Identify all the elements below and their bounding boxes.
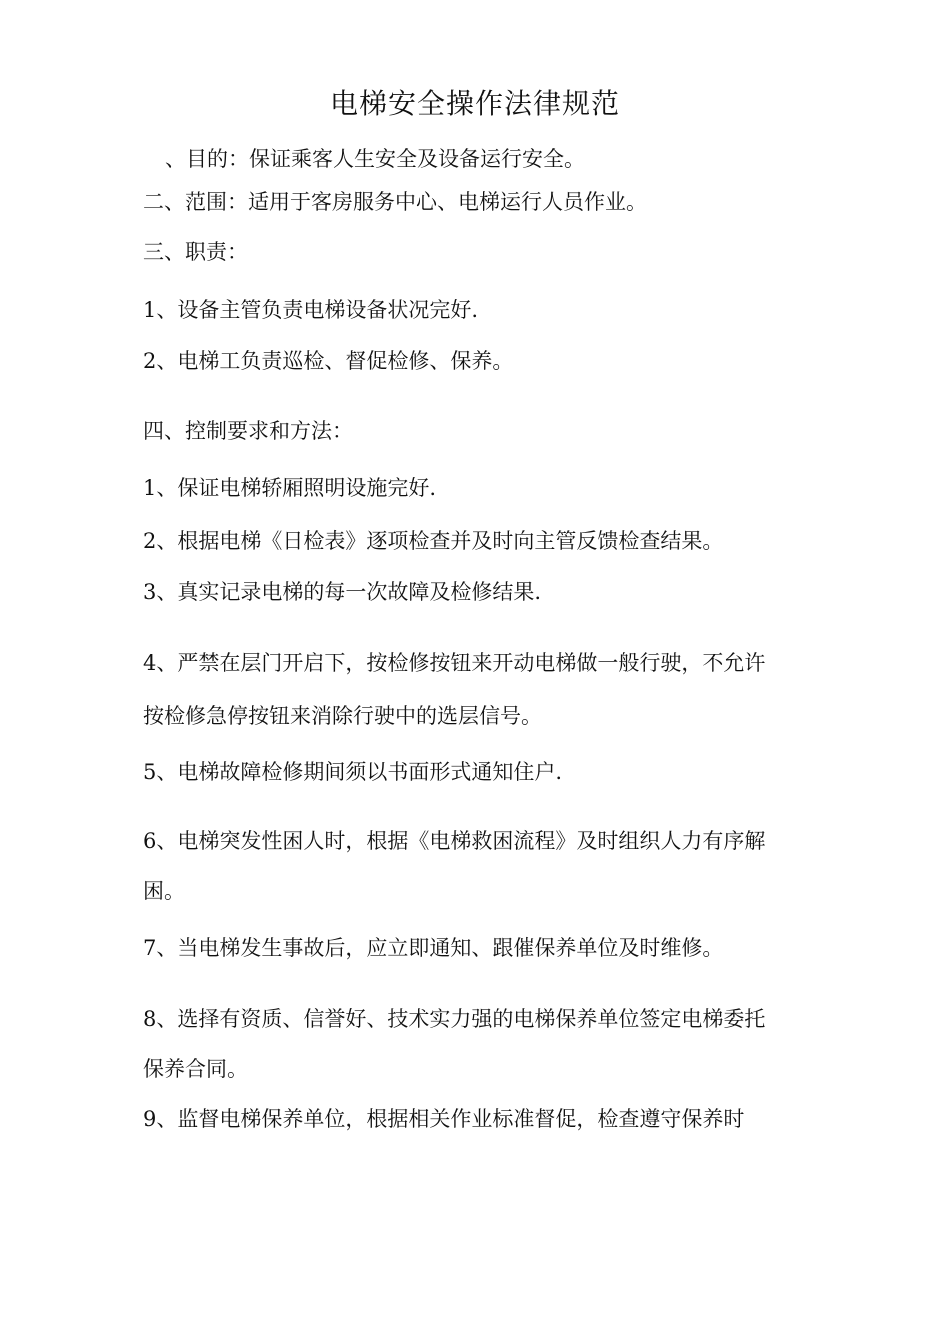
control-item-1: 1、保证电梯轿厢照明设施完好. — [143, 476, 437, 500]
section-duties-heading: 三、职责： — [143, 240, 248, 264]
section-control-heading: 四、控制要求和方法： — [143, 419, 353, 443]
control-item-4: 4、严禁在层门开启下，按检修按钮来开动电梯做一般行驶，不允许 — [143, 651, 766, 675]
control-item-6-continued: 困。 — [143, 879, 185, 903]
section-scope: 二、范围：适用于客房服务中心、电梯运行人员作业。 — [143, 190, 647, 214]
duty-item-1: 1、设备主管负责电梯设备状况完好. — [143, 298, 479, 322]
control-item-6: 6、电梯突发性困人时，根据《电梯救困流程》及时组织人力有序解 — [143, 829, 766, 853]
control-item-3: 3、真实记录电梯的每一次故障及检修结果. — [143, 580, 542, 604]
control-item-8-continued: 保养合同。 — [143, 1057, 248, 1081]
control-item-2: 2、根据电梯《日检表》逐项检查并及时向主管反馈检查结果。 — [143, 529, 724, 553]
control-item-4-continued: 按检修急停按钮来消除行驶中的选层信号。 — [143, 704, 542, 728]
section-purpose: 、目的：保证乘客人生安全及设备运行安全。 — [165, 147, 585, 171]
control-item-7: 7、当电梯发生事故后，应立即通知、跟催保养单位及时维修。 — [143, 936, 724, 960]
control-item-9: 9、监督电梯保养单位，根据相关作业标准督促，检查遵守保养时 — [143, 1107, 745, 1131]
control-item-5: 5、电梯故障检修期间须以书面形式通知住户. — [143, 760, 563, 784]
document-title: 电梯安全操作法律规范 — [329, 87, 620, 120]
duty-item-2: 2、电梯工负责巡检、督促检修、保养。 — [143, 349, 514, 373]
control-item-8: 8、选择有资质、信誉好、技术实力强的电梯保养单位签定电梯委托 — [143, 1007, 766, 1031]
